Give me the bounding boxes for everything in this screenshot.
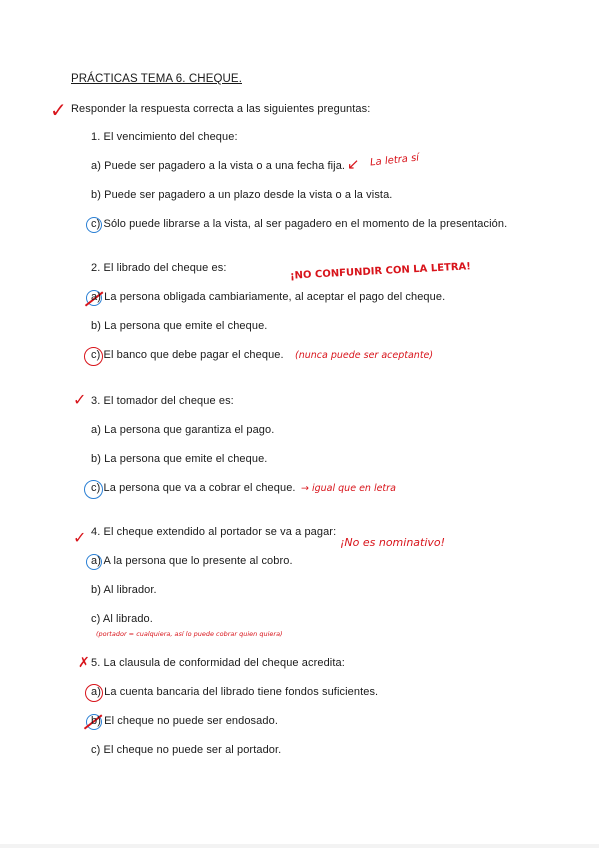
q2-option-c: c) El banco que debe pagar el cheque. [91, 349, 284, 361]
q4-option-c: c) Al librado. [91, 613, 153, 625]
q4-option-a: a) A la persona que lo presente al cobro. [91, 555, 293, 567]
q5-option-b: b) El cheque no puede ser endosado. [91, 715, 278, 727]
q3-option-a: a) La persona que garantiza el pago. [91, 424, 275, 436]
q2-note: (nunca puede ser aceptante) [295, 350, 434, 361]
q4-option-b: b) Al librador. [91, 584, 157, 596]
question-5: 5. La clausula de conformidad del cheque acredita: [91, 657, 345, 669]
q4-note: ¡No es nominativo! [340, 536, 446, 549]
instruction: Responder la respuesta correcta a las siguientes preguntas: [71, 103, 371, 115]
q1-option-b: b) Puede ser pagadero a un plazo desde la vista o a la vista. [91, 189, 393, 201]
question-1: 1. El vencimiento del cheque: [91, 131, 238, 143]
q1-arrow-mark: ↙ [347, 155, 360, 173]
q1-option-c: c) Sólo puede librarse a la vista, al ser pagadero en el momento de la presentación. [91, 218, 508, 230]
q3-note: → igual que en letra [301, 483, 396, 494]
page-bottom-edge [0, 844, 599, 848]
q2-option-a: a) La persona obligada cambiariamente, al aceptar el pago del cheque. [91, 291, 446, 303]
q5-option-c: c) El cheque no puede ser al portador. [91, 744, 282, 756]
check-mark: ✓ [50, 98, 67, 122]
page-title: PRÁCTICAS TEMA 6. CHEQUE. [71, 73, 242, 85]
question-2: 2. El librado del cheque es: [91, 262, 227, 274]
q3-option-b: b) La persona que emite el cheque. [91, 453, 268, 465]
check-mark: ✓ [73, 528, 87, 547]
q4-note-small: (portador = cualquiera, así lo puede cobrar quien quiera) [96, 630, 283, 638]
q3-option-c: c) La persona que va a cobrar el cheque. [91, 482, 296, 494]
q5-option-a: a) La cuenta bancaria del librado tiene fondos suficientes. [91, 686, 379, 698]
cross-mark: ✗ [78, 655, 90, 671]
q1-option-a: a) Puede ser pagadero a la vista o a una fecha fija. [91, 160, 346, 172]
check-mark: ✓ [73, 390, 87, 409]
q2-option-b: b) La persona que emite el cheque. [91, 320, 268, 332]
question-4: 4. El cheque extendido al portador se va a pagar: [91, 526, 337, 538]
question-3: 3. El tomador del cheque es: [91, 395, 234, 407]
q1-note: La letra sí [369, 152, 420, 169]
q2-note-warning: ¡NO CONFUNDIR CON LA LETRA! [289, 261, 472, 282]
